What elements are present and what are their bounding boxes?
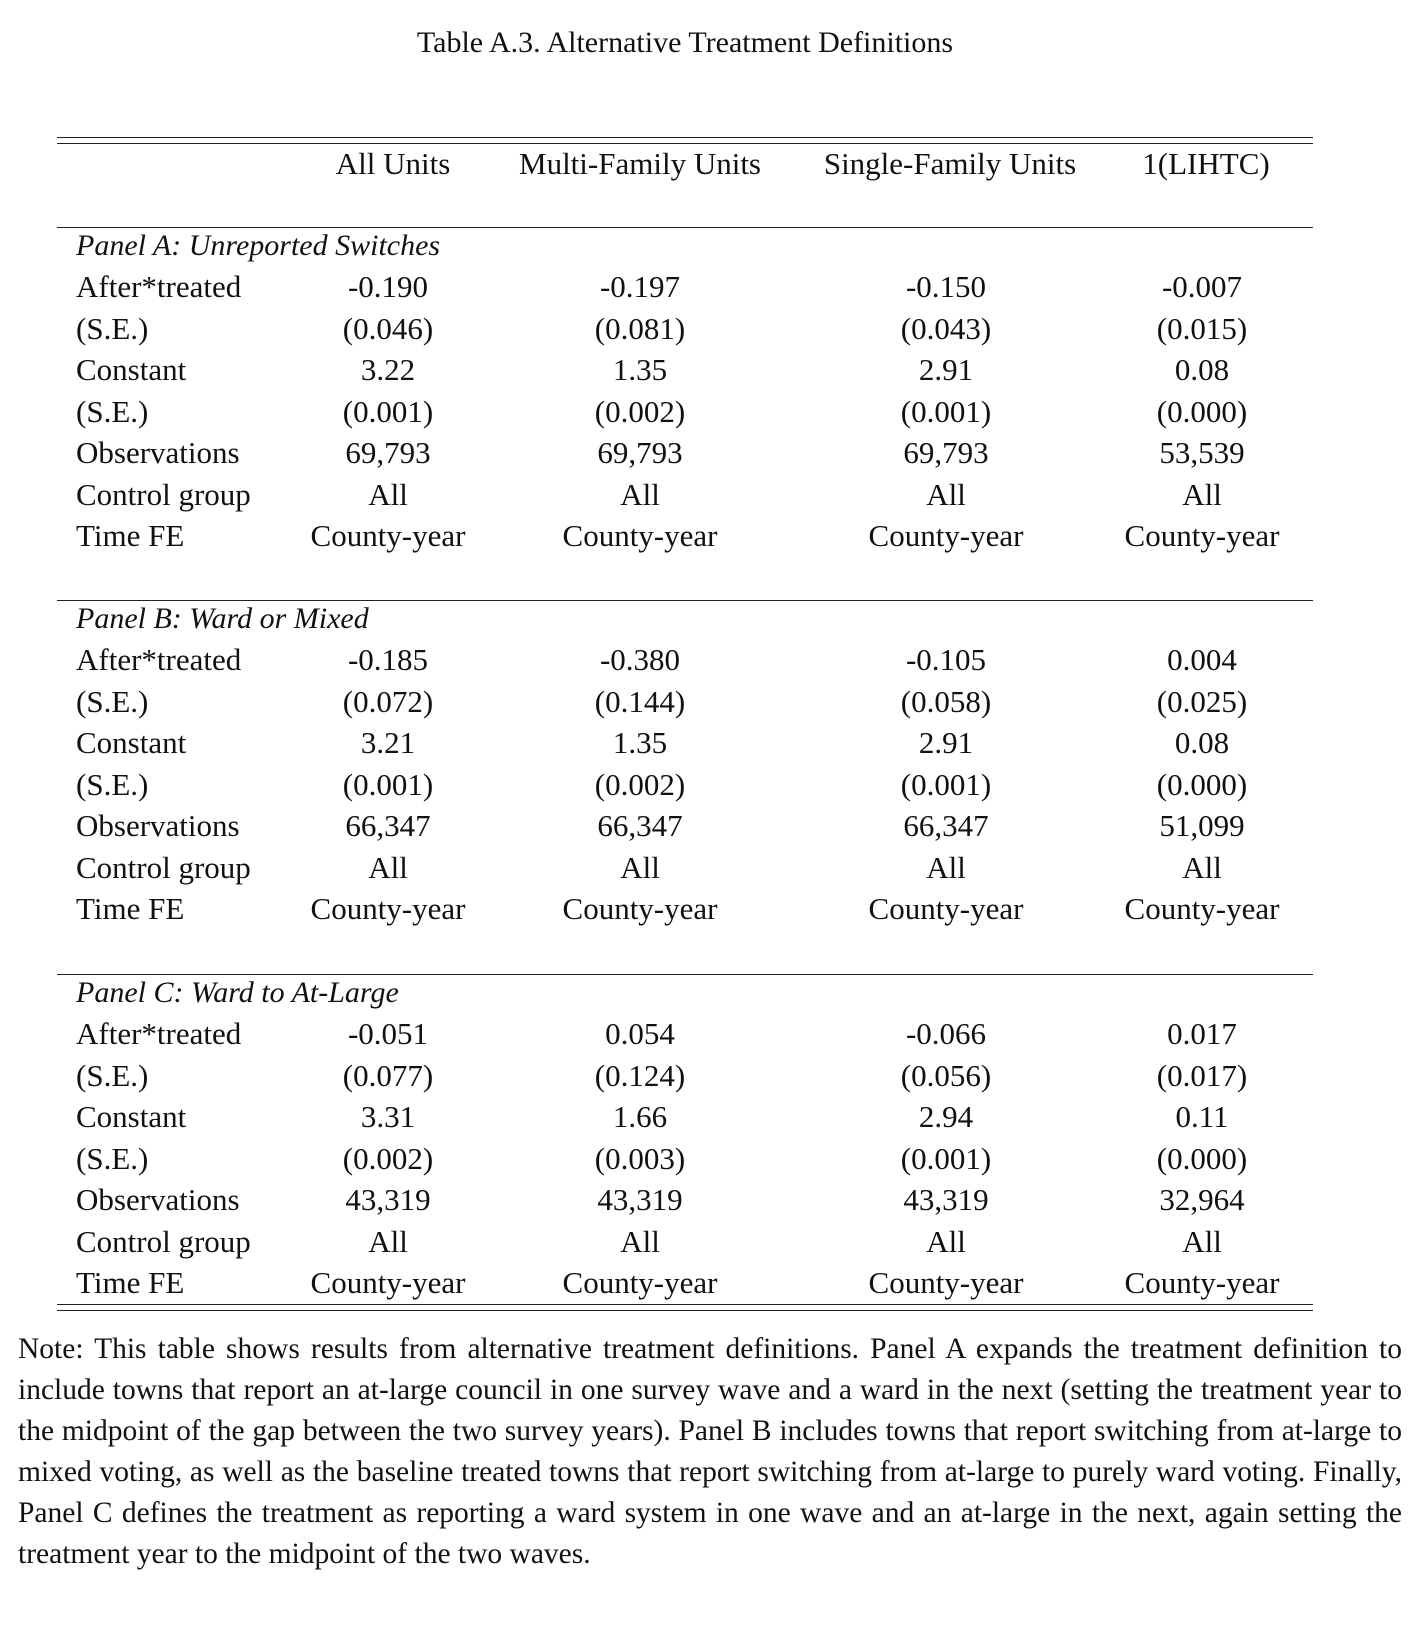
panel-rule	[57, 600, 1313, 601]
table-cell: 0.08	[1174, 352, 1230, 387]
table-cell: (0.002)	[594, 393, 686, 429]
table-cell: -0.066	[905, 1016, 987, 1051]
panel-title: Panel C: Ward to At-Large	[76, 976, 399, 1009]
table-cell: 3.21	[360, 725, 416, 760]
table-cell: All	[620, 849, 660, 885]
table-cell: -0.185	[347, 642, 429, 677]
table-cell: (0.001)	[900, 393, 992, 429]
table-cell: (0.043)	[900, 310, 992, 346]
table-cell: -0.190	[347, 269, 429, 304]
table-cell: All	[620, 476, 660, 512]
table-cell: -0.380	[599, 642, 681, 677]
table-cell: (0.000)	[1156, 766, 1248, 802]
table-cell: 2.94	[918, 1099, 974, 1134]
row-label: Time FE	[76, 1265, 185, 1300]
table-cell: County-year	[310, 518, 466, 553]
table-cell: (0.000)	[1156, 1140, 1248, 1176]
table-cell: 43,319	[903, 1182, 989, 1217]
table-cell: 0.08	[1174, 725, 1230, 760]
table-cell: -0.051	[347, 1016, 429, 1051]
table-cell: County-year	[868, 891, 1024, 926]
table-cell: 66,347	[597, 808, 683, 843]
table-cell: (0.015)	[1156, 310, 1248, 346]
row-label: (S.E.)	[76, 310, 149, 346]
table-cell: County-year	[562, 518, 718, 553]
table-cell: All	[620, 1223, 660, 1259]
column-header-single-family: Single-Family Units	[823, 146, 1077, 181]
table-cell: (0.081)	[594, 310, 686, 346]
row-label: After*treated	[76, 269, 242, 304]
table-cell: All	[1182, 1223, 1222, 1259]
table-cell: (0.124)	[594, 1057, 686, 1093]
table-cell: (0.025)	[1156, 683, 1248, 719]
table-cell: All	[368, 1223, 408, 1259]
table-cell: 0.004	[1167, 642, 1237, 677]
table-cell: County-year	[562, 891, 718, 926]
panel-title: Panel B: Ward or Mixed	[76, 602, 369, 635]
table-cell: County-year	[1124, 518, 1280, 553]
table-cell: 1.66	[612, 1099, 668, 1134]
table-cell: 1.35	[612, 352, 668, 387]
table-cell: (0.144)	[594, 683, 686, 719]
table-cell: 2.91	[918, 725, 974, 760]
table-cell: 53,539	[1159, 435, 1245, 470]
table-cell: 69,793	[345, 435, 431, 470]
row-label: After*treated	[76, 1016, 242, 1051]
table-cell: (0.001)	[900, 1140, 992, 1176]
row-label: Control group	[76, 1223, 251, 1259]
table-cell: All	[926, 476, 966, 512]
table-cell: County-year	[1124, 1265, 1280, 1300]
table-cell: (0.017)	[1156, 1057, 1248, 1093]
panel-rule	[57, 227, 1313, 228]
row-label: Time FE	[76, 518, 185, 553]
table-cell: All	[926, 1223, 966, 1259]
row-label: (S.E.)	[76, 683, 149, 719]
row-label: After*treated	[76, 642, 242, 677]
table-cell: 69,793	[903, 435, 989, 470]
table-cell: 2.91	[918, 352, 974, 387]
row-label: Time FE	[76, 891, 185, 926]
table-cell: 32,964	[1159, 1182, 1245, 1217]
table-cell: 3.22	[360, 352, 416, 387]
table-cell: 0.11	[1175, 1099, 1229, 1134]
table-cell: County-year	[562, 1265, 718, 1300]
table-cell: (0.002)	[342, 1140, 434, 1176]
table-cell: -0.197	[599, 269, 681, 304]
table-title: Table A.3. Alternative Treatment Definitions	[416, 26, 954, 59]
panel-rule	[57, 974, 1313, 975]
table-cell: (0.003)	[594, 1140, 686, 1176]
table-note: Note: This table shows results from alternative treatment definitions. Panel A expands the treatment definition to include towns that report an at-large council in one survey wave and a ward in the next (setting the treatment year to the midpoint of the gap between the two survey years). Panel B includes towns that report switching from at-large to mixed voting, as well as the baseline treated towns that report switching from at-large to purely ward voting. Finally, Panel C defines the treatment as reporting a ward system in one wave and an at-large in the next, again setting the treatment year to the midpoint of the two waves.	[18, 1333, 1402, 1570]
panel-title: Panel A: Unreported Switches	[76, 229, 441, 262]
table-cell: 43,319	[345, 1182, 431, 1217]
table-cell: 66,347	[903, 808, 989, 843]
table-cell: 3.31	[360, 1099, 416, 1134]
column-header-all-units: All Units	[335, 146, 451, 181]
table-cell: 0.054	[605, 1016, 675, 1051]
table-cell: (0.046)	[342, 310, 434, 346]
table-cell: (0.058)	[900, 683, 992, 719]
column-header-multi-family: Multi-Family Units	[519, 146, 761, 181]
table-cell: 69,793	[597, 435, 683, 470]
table-cell: 51,099	[1159, 808, 1245, 843]
table-cell: (0.001)	[342, 766, 434, 802]
table-cell: (0.077)	[342, 1057, 434, 1093]
table-cell: All	[368, 849, 408, 885]
table-cell: (0.072)	[342, 683, 434, 719]
row-label: Observations	[76, 1182, 240, 1217]
table-cell: All	[1182, 849, 1222, 885]
table-cell: -0.150	[905, 269, 987, 304]
row-label: (S.E.)	[76, 393, 149, 429]
top-rule-outer	[57, 137, 1313, 138]
table-cell: (0.002)	[594, 766, 686, 802]
bottom-rule-inner	[57, 1304, 1313, 1305]
row-label: Constant	[76, 725, 187, 760]
table-cell: County-year	[868, 1265, 1024, 1300]
table-cell: County-year	[310, 1265, 466, 1300]
table-cell: County-year	[868, 518, 1024, 553]
table-cell: -0.105	[905, 642, 987, 677]
table-cell: (0.000)	[1156, 393, 1248, 429]
row-label: (S.E.)	[76, 1140, 149, 1176]
table-cell: All	[926, 849, 966, 885]
row-label: Observations	[76, 808, 240, 843]
table-cell: (0.001)	[342, 393, 434, 429]
row-label: Control group	[76, 476, 251, 512]
row-label: (S.E.)	[76, 1057, 149, 1093]
row-label: (S.E.)	[76, 766, 149, 802]
table-cell: County-year	[1124, 891, 1280, 926]
row-label: Constant	[76, 352, 187, 387]
row-label: Control group	[76, 849, 251, 885]
table-cell: (0.056)	[900, 1057, 992, 1093]
table-cell: 66,347	[345, 808, 431, 843]
row-label: Constant	[76, 1099, 187, 1134]
table-cell: County-year	[310, 891, 466, 926]
table-cell: All	[1182, 476, 1222, 512]
bottom-rule-outer	[57, 1310, 1313, 1311]
table-cell: 43,319	[597, 1182, 683, 1217]
table-cell: 1.35	[612, 725, 668, 760]
row-label: Observations	[76, 435, 240, 470]
table-cell: 0.017	[1167, 1016, 1237, 1051]
table-cell: -0.007	[1161, 269, 1243, 304]
table-cell: (0.001)	[900, 766, 992, 802]
top-rule-inner	[57, 143, 1313, 144]
table-cell: All	[368, 476, 408, 512]
column-header-lihtc: 1(LIHTC)	[1142, 146, 1270, 181]
